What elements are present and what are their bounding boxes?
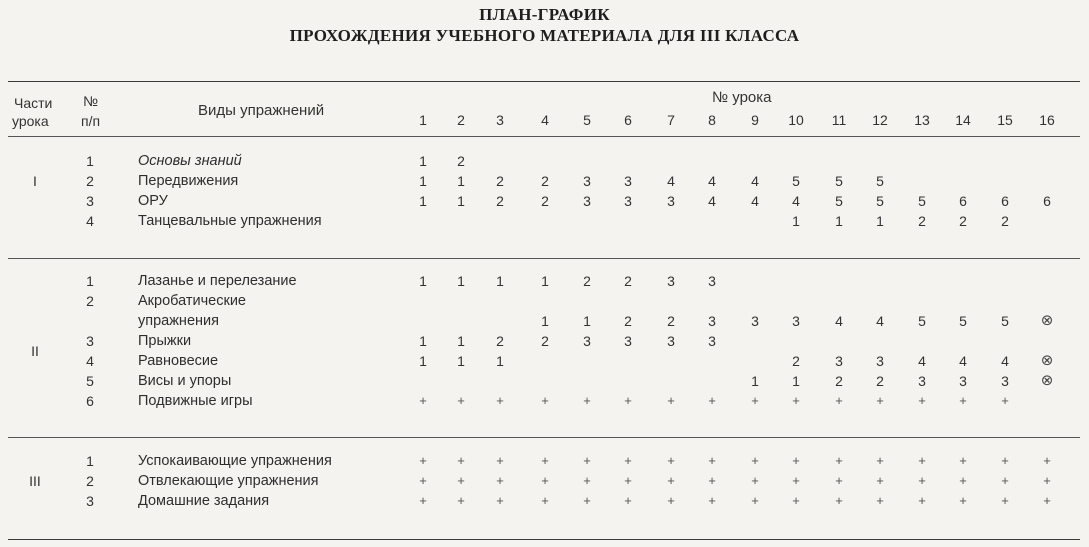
schedule-cell: + [918,393,926,408]
schedule-cell: + [918,453,926,468]
schedule-cell: 3 [624,333,632,349]
schedule-cell: 3 [959,373,967,389]
schedule-cell: 2 [959,213,967,229]
schedule-cell: 4 [751,193,759,209]
row-number: 2 [86,173,94,189]
schedule-cell: 3 [583,173,591,189]
schedule-cell: 1 [496,353,504,369]
header-num-line1: № [83,93,99,109]
schedule-cell: + [876,473,884,488]
schedule-cell: 1 [583,313,591,329]
schedule-cell: 5 [918,313,926,329]
schedule-cell: 2 [1001,213,1009,229]
schedule-cell: 1 [496,273,504,289]
lesson-col-8: 8 [708,112,716,128]
schedule-cell: + [457,493,465,508]
schedule-cell: 3 [708,333,716,349]
schedule-cell: 2 [835,373,843,389]
schedule-cell: 5 [1001,313,1009,329]
schedule-cell: + [419,493,427,508]
schedule-cell: + [496,493,504,508]
schedule-cell: 1 [457,193,465,209]
page-subtitle: ПРОХОЖДЕНИЯ УЧЕБНОГО МАТЕРИАЛА ДЛЯ III КЛАССА [289,26,800,45]
schedule-cell: 2 [918,213,926,229]
lesson-col-6: 6 [624,112,632,128]
schedule-cell: + [1001,493,1009,508]
header-parts-line2: урока [12,113,49,129]
schedule-cell: + [419,473,427,488]
schedule-cell: 1 [457,173,465,189]
schedule-cell: + [792,493,800,508]
row-number: 2 [86,293,94,309]
schedule-cell: 5 [792,173,800,189]
schedule-cell: + [624,453,632,468]
schedule-cell: + [541,493,549,508]
exercise-label: Домашние задания [138,493,270,509]
lesson-col-3: 3 [496,112,504,128]
schedule-cell: 3 [583,193,591,209]
schedule-cell: 3 [624,173,632,189]
schedule-cell: + [959,393,967,408]
schedule-cell: 3 [667,193,675,209]
schedule-cell: 3 [876,353,884,369]
schedule-cell: 3 [751,313,759,329]
schedule-cell: + [457,393,465,408]
row-number: 2 [86,473,94,489]
schedule-cell: + [1043,473,1051,488]
schedule-cell: 4 [751,173,759,189]
exercise-label: Отвлекающие упражнения [138,473,319,489]
schedule-cell: + [667,393,675,408]
schedule-cell: 1 [541,313,549,329]
section-divider-2 [8,437,1080,438]
schedule-cell: + [583,493,591,508]
schedule-cell: 1 [876,213,884,229]
row-number: 6 [86,393,94,409]
schedule-cell: + [457,453,465,468]
row-number: 3 [86,333,94,349]
section-divider-1 [8,258,1080,259]
schedule-cell: 4 [835,313,843,329]
schedule-cell: + [792,473,800,488]
row-number: 1 [86,273,94,289]
header-exercises: Виды упражнений [198,102,325,119]
schedule-cell: + [959,493,967,508]
schedule-cell: 4 [876,313,884,329]
schedule-cell: 2 [496,173,504,189]
lesson-col-7: 7 [667,112,675,128]
row-number: 1 [86,153,94,169]
lesson-col-2: 2 [457,112,465,128]
schedule-cell: + [835,393,843,408]
schedule-cell: 4 [792,193,800,209]
lesson-col-14: 14 [955,112,971,128]
schedule-cell: + [876,493,884,508]
schedule-cell: + [1001,393,1009,408]
schedule-cell: + [876,393,884,408]
exercise-label: Акробатические [138,293,246,309]
schedule-cell: + [708,393,716,408]
schedule-cell: + [1001,473,1009,488]
schedule-cell: + [1001,453,1009,468]
table-bottom-rule [8,539,1080,540]
exercise-label: Успокаивающие упражнения [138,453,332,469]
header-parts-line1: Части [14,95,53,111]
schedule-cell: 2 [496,333,504,349]
schedule-cell: 4 [667,173,675,189]
schedule-cell: 4 [918,353,926,369]
schedule-cell: + [751,493,759,508]
schedule-cell: + [583,453,591,468]
schedule-cell: 4 [1001,353,1009,369]
row-number: 5 [86,373,94,389]
schedule-cell: + [792,453,800,468]
schedule-cell: 5 [835,193,843,209]
schedule-cell: 3 [583,333,591,349]
schedule-cell: + [918,493,926,508]
exercise-label: ОРУ [138,193,168,209]
schedule-cell: 2 [541,193,549,209]
row-number: 1 [86,453,94,469]
schedule-cell: + [708,493,716,508]
schedule-cell: + [792,393,800,408]
schedule-cell: + [419,393,427,408]
schedule-cell: 1 [419,333,427,349]
schedule-cell: 1 [457,353,465,369]
section-label-i: I [33,173,37,189]
schedule-cell: 4 [708,173,716,189]
schedule-cell: + [751,473,759,488]
schedule-cell: + [496,393,504,408]
schedule-cell: + [667,493,675,508]
schedule-cell: + [541,453,549,468]
schedule-cell: + [708,453,716,468]
schedule-cell: 1 [419,173,427,189]
schedule-cell: + [583,473,591,488]
schedule-cell: + [751,453,759,468]
schedule-cell: 2 [541,333,549,349]
schedule-cell: 1 [792,373,800,389]
schedule-cell: 2 [541,173,549,189]
lesson-col-12: 12 [872,112,888,128]
lesson-col-5: 5 [583,112,591,128]
schedule-cell: + [624,393,632,408]
schedule-cell: + [959,473,967,488]
schedule-cell: 2 [624,273,632,289]
lesson-col-16: 16 [1039,112,1055,128]
schedule-cell: + [496,473,504,488]
schedule-cell: 5 [876,173,884,189]
schedule-cell: + [918,473,926,488]
schedule-cell: 5 [918,193,926,209]
schedule-cell: ⊗ [1040,372,1054,389]
schedule-cell: 3 [708,313,716,329]
section-label-ii: II [31,343,39,359]
exercise-label: Лазанье и перелезание [138,273,297,289]
schedule-cell: 2 [496,193,504,209]
schedule-cell: + [457,473,465,488]
table-top-rule [8,81,1080,82]
header-num-line2: п/п [81,113,101,129]
schedule-cell: 1 [835,213,843,229]
schedule-cell: + [1043,493,1051,508]
schedule-cell: 3 [667,273,675,289]
schedule-cell: + [835,473,843,488]
schedule-cell: 1 [751,373,759,389]
schedule-cell: 2 [792,353,800,369]
schedule-cell: + [835,453,843,468]
exercise-label: Прыжки [138,333,192,349]
row-number: 4 [86,353,94,369]
page-title: ПЛАН-ГРАФИК [479,5,610,24]
schedule-cell: 1 [541,273,549,289]
schedule-cell: 4 [959,353,967,369]
lesson-col-1: 1 [419,112,427,128]
schedule-cell: + [876,453,884,468]
schedule-cell: + [583,393,591,408]
exercise-label: Висы и упоры [138,373,232,389]
schedule-cell: + [541,393,549,408]
schedule-cell: 6 [959,193,967,209]
schedule-cell: + [708,473,716,488]
schedule-cell: + [624,473,632,488]
schedule-cell: 3 [1001,373,1009,389]
row-number: 4 [86,213,94,229]
schedule-cell: 6 [1001,193,1009,209]
schedule-cell: ⊗ [1040,352,1054,369]
exercise-label: Равновесие [138,353,219,369]
schedule-cell: 5 [876,193,884,209]
schedule-cell: + [1043,453,1051,468]
exercise-label: Основы знаний [138,153,242,169]
lesson-col-10: 10 [788,112,804,128]
schedule-cell: + [751,393,759,408]
schedule-cell: + [667,473,675,488]
schedule-cell: + [667,453,675,468]
schedule-cell: 4 [708,193,716,209]
schedule-cell: 2 [876,373,884,389]
section-label-iii: III [29,473,41,489]
schedule-cell: + [541,473,549,488]
schedule-cell: 5 [835,173,843,189]
header-lesson-no: № урока [712,89,772,106]
schedule-cell: + [624,493,632,508]
lesson-col-13: 13 [914,112,930,128]
lesson-col-9: 9 [751,112,759,128]
schedule-cell: 3 [835,353,843,369]
lesson-col-4: 4 [541,112,549,128]
exercise-label: Танцевальные упражнения [138,213,322,229]
schedule-cell: 1 [457,333,465,349]
schedule-cell: 3 [792,313,800,329]
row-number: 3 [86,493,94,509]
schedule-cell: 3 [918,373,926,389]
exercise-label: Передвижения [138,173,239,189]
schedule-cell: 6 [1043,193,1051,209]
row-number: 3 [86,193,94,209]
exercise-label: Подвижные игры [138,393,253,409]
schedule-cell: ⊗ [1040,312,1054,329]
schedule-cell: 5 [959,313,967,329]
schedule-cell: 2 [457,153,465,169]
schedule-cell: + [835,493,843,508]
schedule-cell: + [496,453,504,468]
lesson-col-11: 11 [831,112,847,128]
exercise-label-continued: упражнения [138,313,219,329]
schedule-cell: + [419,453,427,468]
schedule-cell: 3 [708,273,716,289]
schedule-cell: 2 [624,313,632,329]
schedule-cell: 2 [667,313,675,329]
schedule-cell: + [959,453,967,468]
header-bottom-rule [8,136,1080,137]
schedule-cell: 3 [667,333,675,349]
schedule-cell: 3 [624,193,632,209]
schedule-cell: 2 [583,273,591,289]
schedule-cell: 1 [419,353,427,369]
schedule-cell: 1 [457,273,465,289]
schedule-cell: 1 [419,273,427,289]
schedule-cell: 1 [419,193,427,209]
lesson-col-15: 15 [997,112,1013,128]
schedule-cell: 1 [419,153,427,169]
schedule-cell: 1 [792,213,800,229]
